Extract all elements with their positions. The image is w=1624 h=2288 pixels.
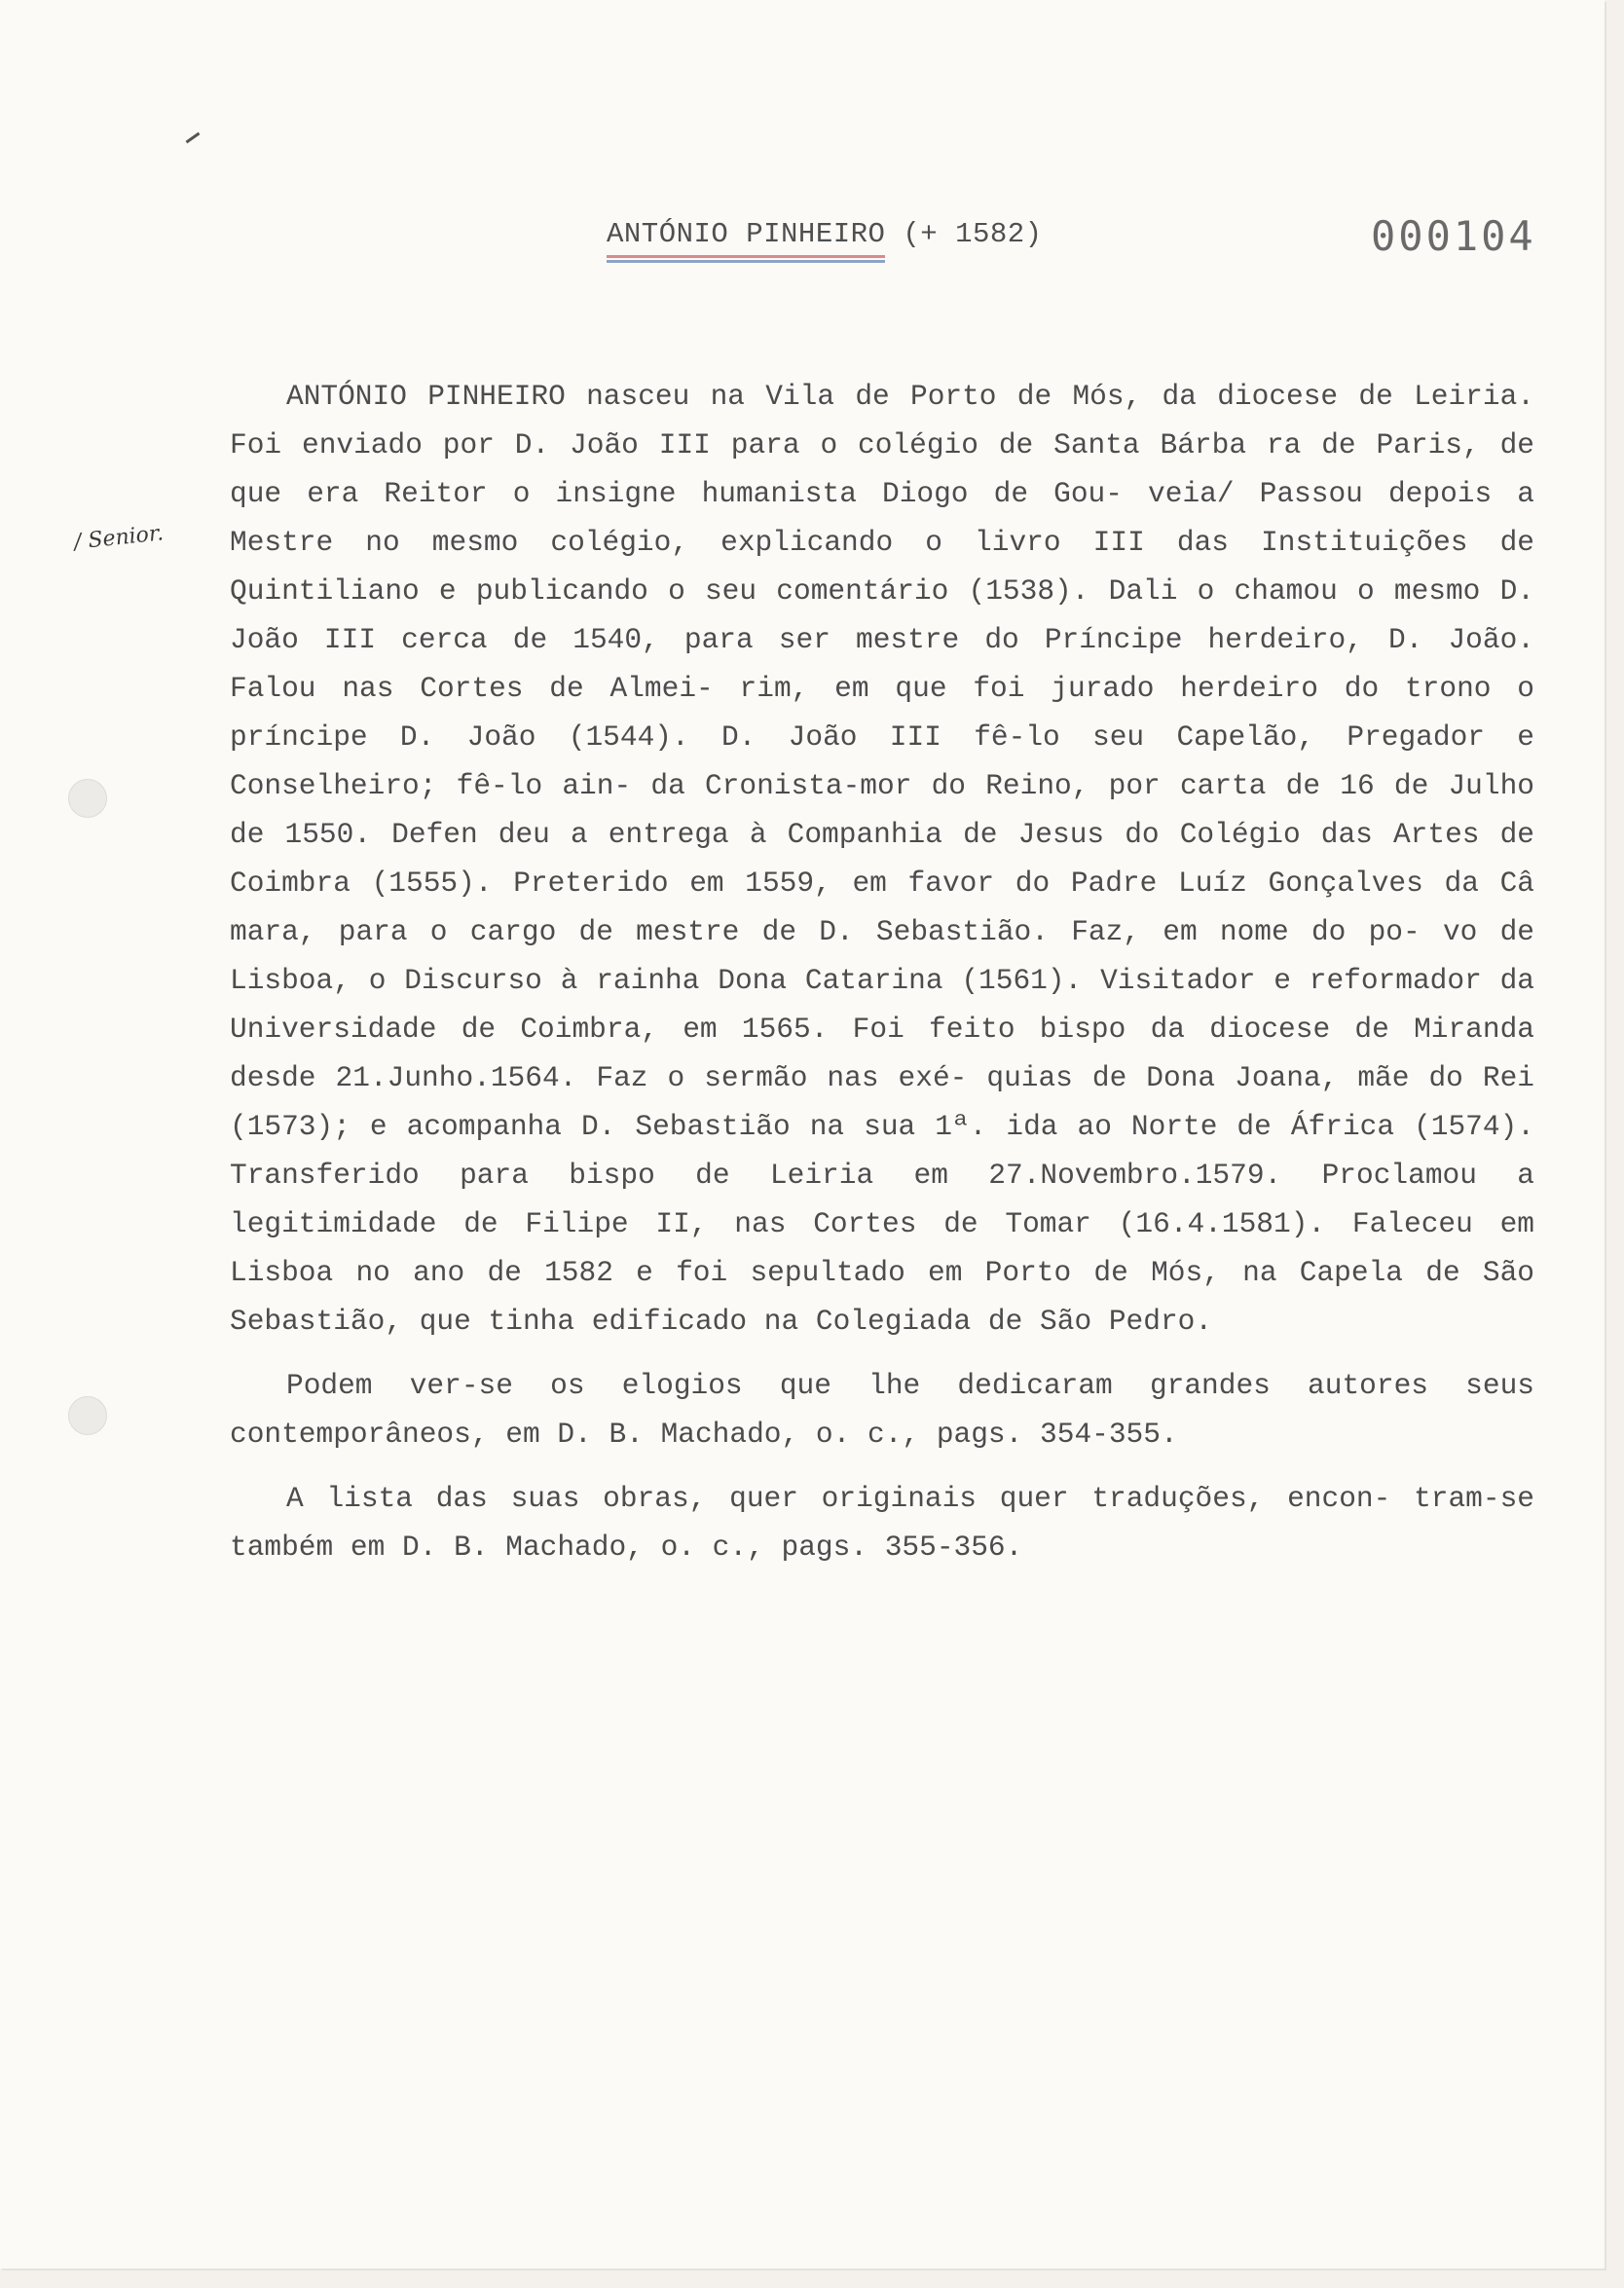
- punch-hole-lower: [68, 1396, 107, 1435]
- paragraph-works: A lista das suas obras, quer originais quer traduções, encon- tram-se também em D. B. Machado, o. c., pags. 355-356.: [230, 1482, 1534, 1564]
- pencil-tick-mark: [186, 132, 201, 144]
- document-header: [0, 212, 1605, 261]
- page-number: 000104: [1371, 212, 1536, 260]
- punch-hole-upper: [68, 779, 107, 818]
- document-title: [607, 218, 1043, 250]
- paragraph-eulogies: Podem ver-se os elogios que lhe dedicaram grandes autores seus contemporâneos, em D. B. Machado, o. c., pags. 354-355.: [230, 1369, 1534, 1451]
- body-text: [230, 372, 1534, 1587]
- handwritten-margin-note: / Senior.: [72, 521, 166, 555]
- title-suffix: (+ 1582): [885, 218, 1043, 250]
- title-name: ANTÓNIO PINHEIRO: [607, 218, 886, 250]
- paragraph-biography: ANTÓNIO PINHEIRO nasceu na Vila de Porto de Mós, da diocese de Leiria. Foi enviado por D. João III para o colégio de Santa Bárba ra de Paris, de que era Reitor o insigne humanista Diogo de Gou- veia/ Passou depois a Mestre no mesmo colégio, explicando o livro III das Instituições de Quintiliano e publicando o seu comentário (1538). Dali o chamou o mesmo D. João III cerca de 1540, para ser mestre do Príncipe herdeiro, D. João. Falou nas Cortes de Almei- rim, em que foi jurado herdeiro do trono o príncipe D. João (1544). D. João III fê-lo seu Capelão, Pregador e Conselheiro; fê-lo ain- da Cronista-mor do Reino, por carta de 16 de Julho de 1550. Defen deu a entrega à Companhia de Jesus do Colégio das Artes de Coimbra (1555). Preterido em 1559, em favor do Padre Luíz Gonçalves da Câ mara, para o cargo de mestre de D. Sebastião. Faz, em nome do po- vo de Lisboa, o Discurso à rainha Dona Catarina (1561). Visitador e reformador da Universidade de Coimbra, em 1565. Foi feito bispo da diocese de Miranda desde 21.Junho.1564. Faz o sermão nas exé- quias de Dona Joana, mãe do Rei (1573); e acompanha D. Sebastião na sua 1ª. ida ao Norte de África (1574). Transferido para bispo de Leiria em 27.Novembro.1579. Proclamou a legitimidade de Filipe II, nas Cortes de Tomar (16.4.1581). Faleceu em Lisboa no ano de 1582 e foi sepultado em Porto de Mós, na Capela de São Sebastião, que tinha edificado na Colegiada de São Pedro.: [230, 380, 1534, 1338]
